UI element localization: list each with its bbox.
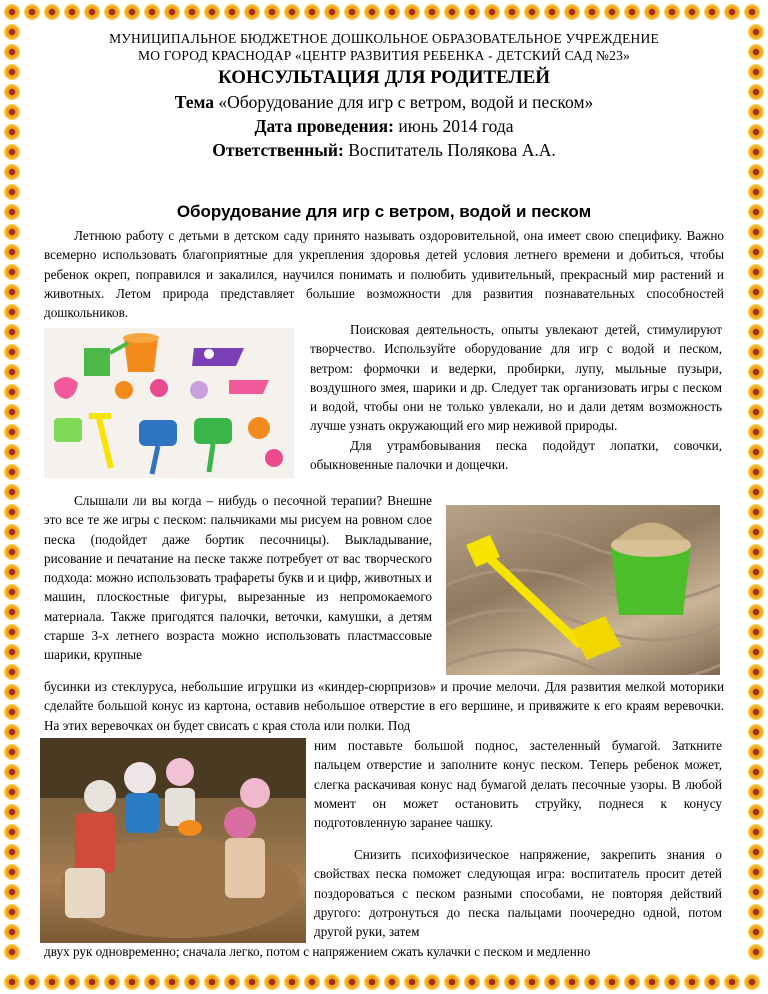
sand-shovel-bucket-image [446,505,720,675]
border-flower [4,404,20,420]
border-flower [748,224,764,240]
border-flower [4,4,20,20]
border-flower [4,384,20,400]
border-flower [748,64,764,80]
border-flower [4,704,20,720]
border-flower [144,974,160,990]
border-flower [264,4,280,20]
border-flower [644,4,660,20]
border-flower [748,824,764,840]
topic-label: Тема [174,92,215,112]
border-flower [284,974,300,990]
border-flower [4,744,20,760]
document-title: КОНСУЛЬТАЦИЯ ДЛЯ РОДИТЕЛЕЙ [217,67,551,88]
border-flower [748,924,764,940]
border-flower [204,974,220,990]
border-flower [4,624,20,640]
border-flower [4,504,20,520]
border-flower [84,974,100,990]
border-flower [324,4,340,20]
border-flower [224,4,240,20]
border-flower [384,974,400,990]
border-flower [64,4,80,20]
border-flower [748,584,764,600]
border-flower [124,974,140,990]
paragraph-search-activity [310,320,722,474]
border-flower [748,304,764,320]
border-flower [748,324,764,340]
border-flower [4,84,20,100]
border-flower [4,944,20,960]
border-flower [748,104,764,120]
border-flower [748,624,764,640]
border-flower [4,824,20,840]
border-flower [748,504,764,520]
border-flower [748,344,764,360]
border-flower [364,974,380,990]
border-flower [4,364,20,380]
institution-line-1: МУНИЦИПАЛЬНОЕ БЮДЖЕТНОЕ ДОШКОЛЬНОЕ ОБРАЗОВАТЕЛЬНОЕ УЧРЕЖДЕНИЕ [109,31,659,46]
border-flower [748,484,764,500]
date-line [44,114,724,138]
border-flower [564,4,580,20]
border-flower [4,544,20,560]
border-flower [748,844,764,860]
border-flower [324,974,340,990]
border-flower [748,84,764,100]
border-flower [748,704,764,720]
children-playing-image [40,738,306,943]
border-flower [4,124,20,140]
border-flower [748,944,764,960]
border-flower [364,4,380,20]
border-flower [44,974,60,990]
border-flower [4,184,20,200]
border-flower [224,974,240,990]
border-flower [24,974,40,990]
responsible-label: Ответственный: [212,140,344,160]
border-flower [4,644,20,660]
paragraph-intro: Летнюю работу с детьми в детском саду принято называть оздоровительной, она имеет свою специфику. Важно всемерно использовать благоприятные для укрепления здоровья детей условия летнего времени и добиться, чтобы ребенок окреп, поправился и закалился, научился понимать и полюбить удивительный, прекрасный мир растений и животных. Летом природа представляет большие возможности для развития познавательных способностей дошкольников. [44,228,724,321]
paragraph-cone-game: ним поставьте большой поднос, застеленный бумагой. Заткните пальцем отверстие и заполните конус песком. Теперь ребенок может, слегка раскачивая конус над бумагой делать песочные узоры. В любой момент он может остановить струйку, поднеся к конусу подготовленную заранее чашку. [314,738,722,831]
border-flower [4,324,20,340]
border-flower [748,284,764,300]
border-flower [304,4,320,20]
date-value: июнь 2014 года [398,116,514,136]
document-page [44,30,724,221]
border-flower [4,204,20,220]
border-flower [748,384,764,400]
border-flower [4,344,20,360]
border-flower [744,4,760,20]
border-flower [748,144,764,160]
border-flower [184,4,200,20]
border-flower [504,974,520,990]
responsible-line [44,138,724,162]
border-flower [524,974,540,990]
border-flower [564,974,580,990]
border-flower [4,764,20,780]
border-flower [4,584,20,600]
border-flower [4,104,20,120]
border-flower [504,4,520,20]
border-flower [104,4,120,20]
border-flower [4,164,20,180]
paragraph-sand-therapy: Слышали ли вы когда – нибудь о песочной терапии? Внешне это все те же игры с песком: пальчиками мы рисуем на ровном слое песка (подойдет даже бортик песочницы). Выкладывание, рисование и печатание на песке также потребует от вас творческого подхода: можно использовать трафареты букв и и цифр, животных и машин, плоскостные фигуры, вырезанные из непромокаемого материала. Также пригодятся палочки, веточки, камушки, а детям старше 3-х летнего возраста можно использовать пластмассовые шарики, крупные [44,493,432,663]
border-flower [4,64,20,80]
border-flower [424,4,440,20]
border-flower [4,264,20,280]
border-flower [4,244,20,260]
border-flower [748,604,764,620]
border-flower [344,974,360,990]
border-flower [748,544,764,560]
border-flower [4,484,20,500]
border-flower [544,4,560,20]
border-flower [444,974,460,990]
border-flower [144,4,160,20]
paragraph-tools-text: Для утрамбовывания песка подойдут лопатки, совочки, обыкновенные палочки и дощечки. [310,437,722,473]
border-flower [664,4,680,20]
border-flower [244,974,260,990]
border-flower [748,124,764,140]
paragraph-fine-motor: бусинки из стеклуруса, небольшие игрушки из «киндер-сюрпризов» и прочие мелочи. Для развития мелкой моторики сделайте большой конус из картона, оставив небольшое отверстие в его вершине, и привяжите к его краям веревочки. На этих веревочках он будет свисать с края стола или полки. Под [44,679,724,733]
border-flower [748,864,764,880]
border-flower [4,424,20,440]
border-flower [4,444,20,460]
border-flower [4,864,20,880]
border-flower [748,44,764,60]
border-flower [748,724,764,740]
border-flower [748,364,764,380]
section-title: Оборудование для игр с ветром, водой и песком [176,202,592,221]
border-flower [524,4,540,20]
border-flower [184,974,200,990]
border-flower [484,974,500,990]
border-flower [748,24,764,40]
border-flower [724,4,740,20]
sand-toys-image [44,328,294,478]
topic-value: «Оборудование для игр с ветром, водой и песком» [218,92,594,112]
border-flower [4,904,20,920]
border-flower [748,564,764,580]
border-flower [748,744,764,760]
paragraph-greeting-game: Снизить психофизическое напряжение, закрепить знания о свойствах песка поможет следующая игра: воспитатель просит детей поздороваться с песком разными способами, не повторяя действий другого: дотронуться до песка пальцами поочередно одной, потом другой руки, затем [314,847,722,940]
border-flower [4,804,20,820]
border-flower [664,974,680,990]
paragraph-greeting-continued: двух рук одновременно; сначала легко, потом с напряжением сжать кулачки с песком и медленно [44,944,591,959]
border-flower [4,684,20,700]
border-flower [704,974,720,990]
border-flower [748,204,764,220]
border-flower [244,4,260,20]
border-flower [4,924,20,940]
border-flower [4,44,20,60]
border-flower [604,4,620,20]
border-flower [464,4,480,20]
responsible-value: Воспитатель Полякова А.А. [348,140,556,160]
border-flower [748,264,764,280]
border-flower [404,974,420,990]
border-flower [204,4,220,20]
border-flower [4,784,20,800]
border-flower [4,974,20,990]
border-flower [4,304,20,320]
border-flower [744,974,760,990]
border-flower [484,4,500,20]
border-flower [4,664,20,680]
border-flower [748,464,764,480]
border-flower [4,604,20,620]
border-flower [748,664,764,680]
border-flower [164,974,180,990]
border-flower [384,4,400,20]
border-flower [624,4,640,20]
date-label: Дата проведения: [254,116,394,136]
border-flower [4,844,20,860]
border-flower [748,184,764,200]
border-flower [748,244,764,260]
border-flower [724,974,740,990]
border-flower [748,764,764,780]
border-flower [748,804,764,820]
institution-line-2: МО ГОРОД КРАСНОДАР «ЦЕНТР РАЗВИТИЯ РЕБЕНКА - ДЕТСКИЙ САД №23» [137,48,630,63]
border-flower [444,4,460,20]
border-flower [684,974,700,990]
border-flower [264,974,280,990]
border-flower [84,4,100,20]
border-flower [748,784,764,800]
border-flower [544,974,560,990]
border-flower [604,974,620,990]
border-flower [424,974,440,990]
border-flower [624,974,640,990]
border-flower [748,644,764,660]
border-flower [4,144,20,160]
border-flower [748,884,764,900]
border-flower [748,164,764,180]
border-flower [4,24,20,40]
border-flower [4,724,20,740]
border-flower [748,904,764,920]
border-flower [748,444,764,460]
border-flower [748,424,764,440]
border-flower [748,684,764,700]
border-flower [644,974,660,990]
border-flower [684,4,700,20]
border-flower [4,284,20,300]
border-flower [748,404,764,420]
border-flower [748,524,764,540]
border-flower [404,4,420,20]
border-flower [24,4,40,20]
border-flower [64,974,80,990]
border-flower [704,4,720,20]
border-flower [164,4,180,20]
border-flower [464,974,480,990]
border-flower [284,4,300,20]
paragraph-search-text: Поисковая деятельность, опыты увлекают детей, стимулируют творчество. Используйте оборудование для игр с водой и песком, ветром: формочки и ведерки, пробирки, лупу, мыльные пузыри, воздушного змея, шарики и др. Следует так организовать игры с песком и водой, чтобы они не только увлекали, но и дали детям возможность лучше узнать окружающий его мир неживой природы. [310,322,722,434]
border-flower [104,974,120,990]
border-flower [4,224,20,240]
border-flower [304,974,320,990]
border-flower [4,564,20,580]
border-flower [4,884,20,900]
border-flower [584,4,600,20]
border-flower [344,4,360,20]
border-flower [4,464,20,480]
border-flower [4,524,20,540]
topic-line [44,90,724,114]
border-flower [44,4,60,20]
border-flower [124,4,140,20]
border-flower [584,974,600,990]
